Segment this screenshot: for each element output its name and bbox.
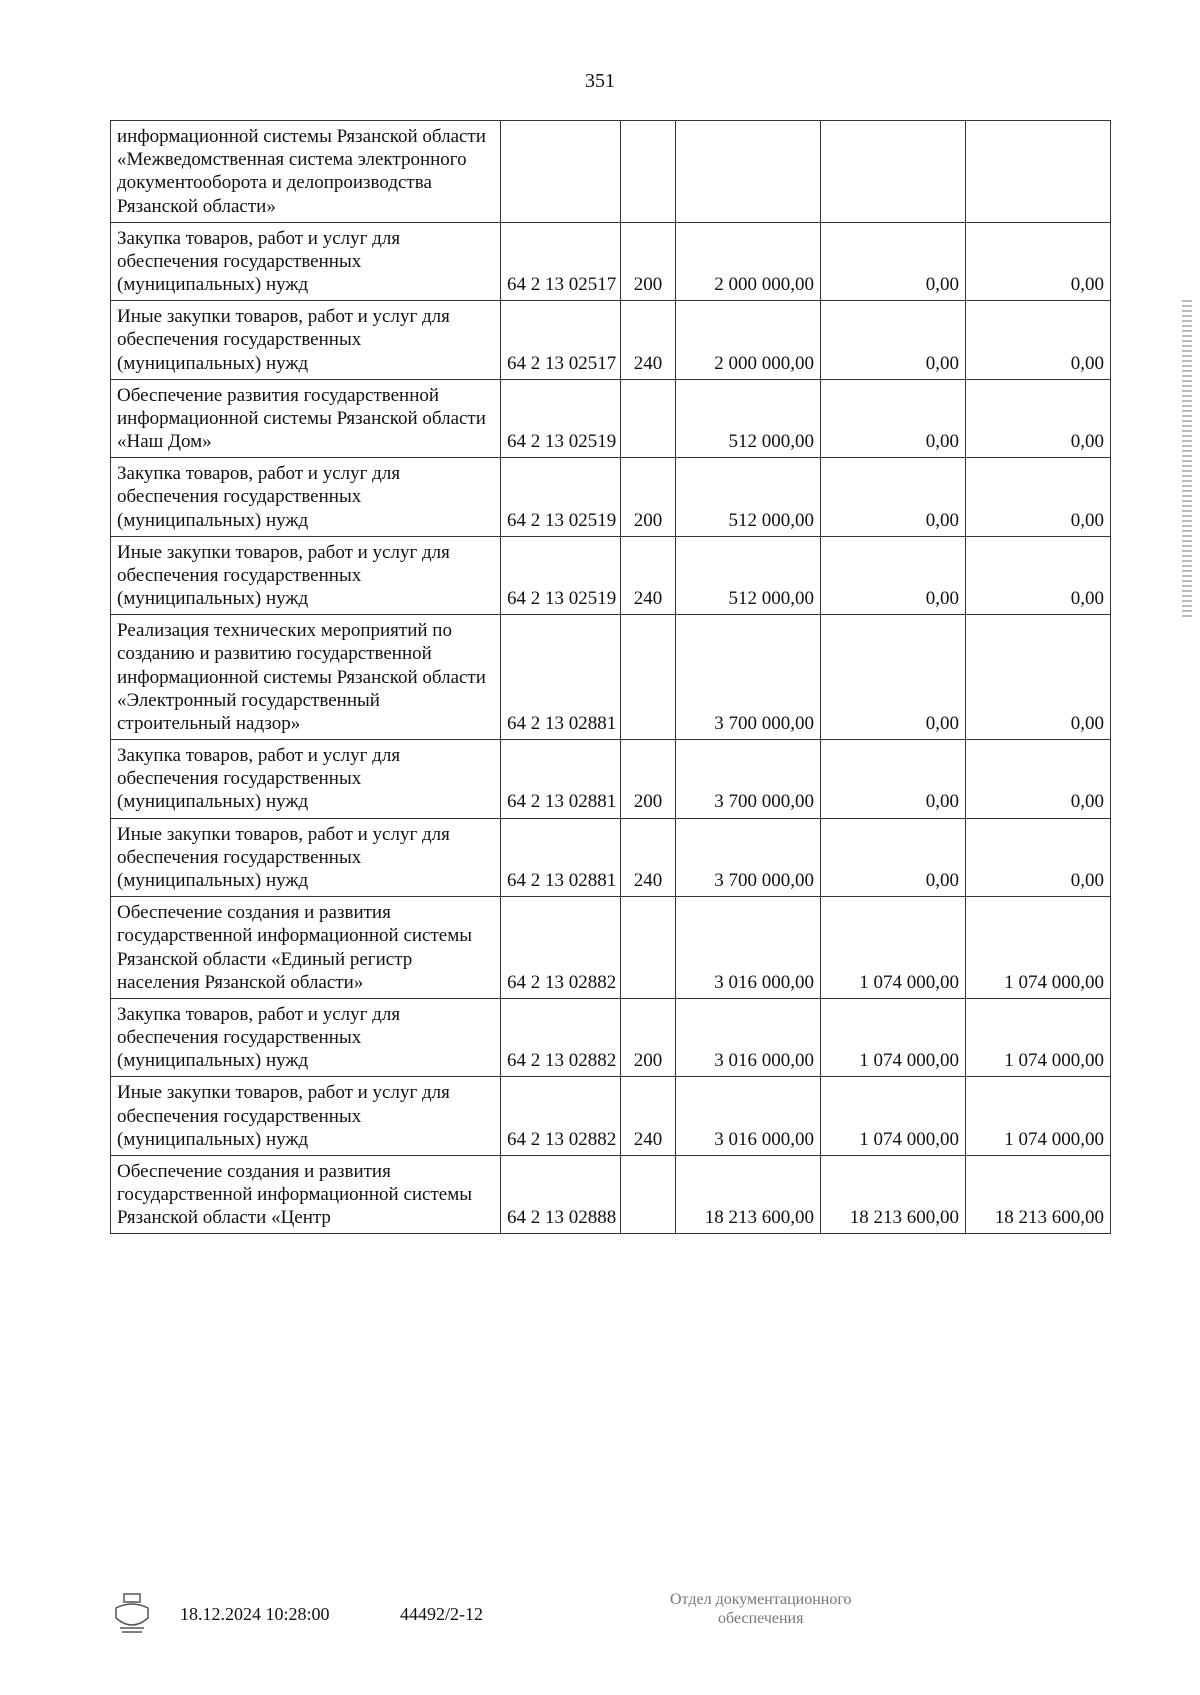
row-amount-cell: 18 213 600,00	[821, 1155, 966, 1234]
row-code-cell	[501, 121, 621, 223]
row-name-cell: Закупка товаров, работ и услуг для обеспечения государственных (муниципальных) нужд	[111, 740, 501, 819]
row-amount-cell: 1 074 000,00	[821, 998, 966, 1077]
row-expense-type-cell: 240	[621, 818, 676, 897]
row-amount-cell: 2 000 000,00	[676, 222, 821, 301]
row-code-cell: 64 2 13 02888	[501, 1155, 621, 1234]
row-amount-cell: 0,00	[821, 740, 966, 819]
row-name-cell: Закупка товаров, работ и услуг для обеспечения государственных (муниципальных) нужд	[111, 998, 501, 1077]
row-code-cell: 64 2 13 02519	[501, 458, 621, 537]
row-amount-cell: 0,00	[966, 818, 1111, 897]
row-expense-type-cell: 200	[621, 998, 676, 1077]
row-name-cell: Закупка товаров, работ и услуг для обеспечения государственных (муниципальных) нужд	[111, 458, 501, 537]
row-name-cell: информационной системы Рязанской области «Межведомственная система электронного документооборота и делопроизводства Рязанской области»	[111, 121, 501, 223]
table-row	[111, 379, 1111, 458]
table-row	[111, 222, 1111, 301]
row-amount-cell: 3 016 000,00	[676, 1077, 821, 1156]
row-expense-type-cell: 200	[621, 458, 676, 537]
row-name-cell: Закупка товаров, работ и услуг для обеспечения государственных (муниципальных) нужд	[111, 222, 501, 301]
row-code-cell: 64 2 13 02881	[501, 740, 621, 819]
row-code-cell: 64 2 13 02882	[501, 1077, 621, 1156]
scan-edge-artifact	[1182, 300, 1192, 620]
row-amount-cell: 0,00	[966, 615, 1111, 740]
row-amount-cell: 512 000,00	[676, 536, 821, 615]
table-row	[111, 818, 1111, 897]
registration-date: 18.12.2024 10:28:00	[180, 1604, 330, 1624]
row-amount-cell: 0,00	[821, 615, 966, 740]
row-amount-cell: 3 016 000,00	[676, 998, 821, 1077]
row-amount-cell: 0,00	[821, 536, 966, 615]
table-row	[111, 740, 1111, 819]
row-amount-cell: 1 074 000,00	[821, 1077, 966, 1156]
row-name-cell: Обеспечение создания и развития государственной информационной системы Рязанской области «Единый регистр населения Рязанской области»	[111, 897, 501, 999]
row-amount-cell: 3 700 000,00	[676, 740, 821, 819]
row-amount-cell: 512 000,00	[676, 379, 821, 458]
row-amount-cell: 0,00	[821, 222, 966, 301]
row-expense-type-cell: 240	[621, 301, 676, 380]
document-number: 44492/2-12	[400, 1604, 483, 1624]
row-code-cell: 64 2 13 02882	[501, 998, 621, 1077]
row-amount-cell: 0,00	[966, 222, 1111, 301]
row-amount-cell: 18 213 600,00	[966, 1155, 1111, 1234]
row-expense-type-cell: 200	[621, 222, 676, 301]
table-row	[111, 536, 1111, 615]
row-code-cell: 64 2 13 02517	[501, 222, 621, 301]
row-name-cell: Обеспечение создания и развития государственной информационной системы Рязанской области «Центр	[111, 1155, 501, 1234]
page-number: 351	[585, 70, 615, 92]
department-stamp-line: обеспечения	[718, 1610, 804, 1628]
row-amount-cell: 1 074 000,00	[966, 1077, 1111, 1156]
row-code-cell: 64 2 13 02519	[501, 379, 621, 458]
row-name-cell: Иные закупки товаров, работ и услуг для обеспечения государственных (муниципальных) нужд	[111, 818, 501, 897]
row-expense-type-cell	[621, 615, 676, 740]
coat-of-arms-icon	[110, 1592, 154, 1636]
table-row	[111, 1077, 1111, 1156]
row-amount-cell: 0,00	[966, 301, 1111, 380]
department-stamp-line: Отдел документационного	[670, 1591, 852, 1608]
row-amount-cell: 512 000,00	[676, 458, 821, 537]
row-amount-cell: 0,00	[821, 818, 966, 897]
row-amount-cell	[821, 121, 966, 223]
budget-table-body	[111, 121, 1111, 1234]
page-footer	[110, 1590, 1090, 1650]
row-amount-cell: 3 700 000,00	[676, 615, 821, 740]
row-amount-cell: 1 074 000,00	[821, 897, 966, 999]
table-row	[111, 615, 1111, 740]
row-amount-cell: 2 000 000,00	[676, 301, 821, 380]
row-amount-cell: 1 074 000,00	[966, 998, 1111, 1077]
table-row	[111, 121, 1111, 223]
table-row	[111, 301, 1111, 380]
row-expense-type-cell: 200	[621, 740, 676, 819]
row-name-cell: Иные закупки товаров, работ и услуг для обеспечения государственных (муниципальных) нужд	[111, 1077, 501, 1156]
row-amount-cell: 3 016 000,00	[676, 897, 821, 999]
row-amount-cell: 0,00	[821, 458, 966, 537]
row-code-cell: 64 2 13 02882	[501, 897, 621, 999]
row-expense-type-cell: 240	[621, 1077, 676, 1156]
row-amount-cell: 0,00	[821, 301, 966, 380]
row-amount-cell: 18 213 600,00	[676, 1155, 821, 1234]
row-amount-cell: 0,00	[966, 458, 1111, 537]
row-name-cell: Иные закупки товаров, работ и услуг для обеспечения государственных (муниципальных) нужд	[111, 301, 501, 380]
budget-table-container	[110, 120, 1104, 1234]
department-stamp	[670, 1590, 852, 1628]
row-amount-cell	[966, 121, 1111, 223]
table-row	[111, 458, 1111, 537]
row-expense-type-cell	[621, 379, 676, 458]
row-amount-cell: 0,00	[966, 536, 1111, 615]
row-code-cell: 64 2 13 02881	[501, 818, 621, 897]
row-amount-cell: 0,00	[966, 740, 1111, 819]
row-expense-type-cell	[621, 121, 676, 223]
row-expense-type-cell	[621, 1155, 676, 1234]
row-amount-cell	[676, 121, 821, 223]
row-amount-cell: 0,00	[821, 379, 966, 458]
row-expense-type-cell: 240	[621, 536, 676, 615]
table-row	[111, 998, 1111, 1077]
row-name-cell: Реализация технических мероприятий по созданию и развитию государственной информационной системы Рязанской области «Электронный государственный строительный надзор»	[111, 615, 501, 740]
row-amount-cell: 1 074 000,00	[966, 897, 1111, 999]
row-expense-type-cell	[621, 897, 676, 999]
row-amount-cell: 3 700 000,00	[676, 818, 821, 897]
row-code-cell: 64 2 13 02519	[501, 536, 621, 615]
row-code-cell: 64 2 13 02881	[501, 615, 621, 740]
table-row	[111, 1155, 1111, 1234]
row-name-cell: Обеспечение развития государственной информационной системы Рязанской области «Наш Дом»	[111, 379, 501, 458]
table-row	[111, 897, 1111, 999]
row-amount-cell: 0,00	[966, 379, 1111, 458]
row-code-cell: 64 2 13 02517	[501, 301, 621, 380]
budget-table	[110, 120, 1111, 1234]
row-name-cell: Иные закупки товаров, работ и услуг для обеспечения государственных (муниципальных) нужд	[111, 536, 501, 615]
